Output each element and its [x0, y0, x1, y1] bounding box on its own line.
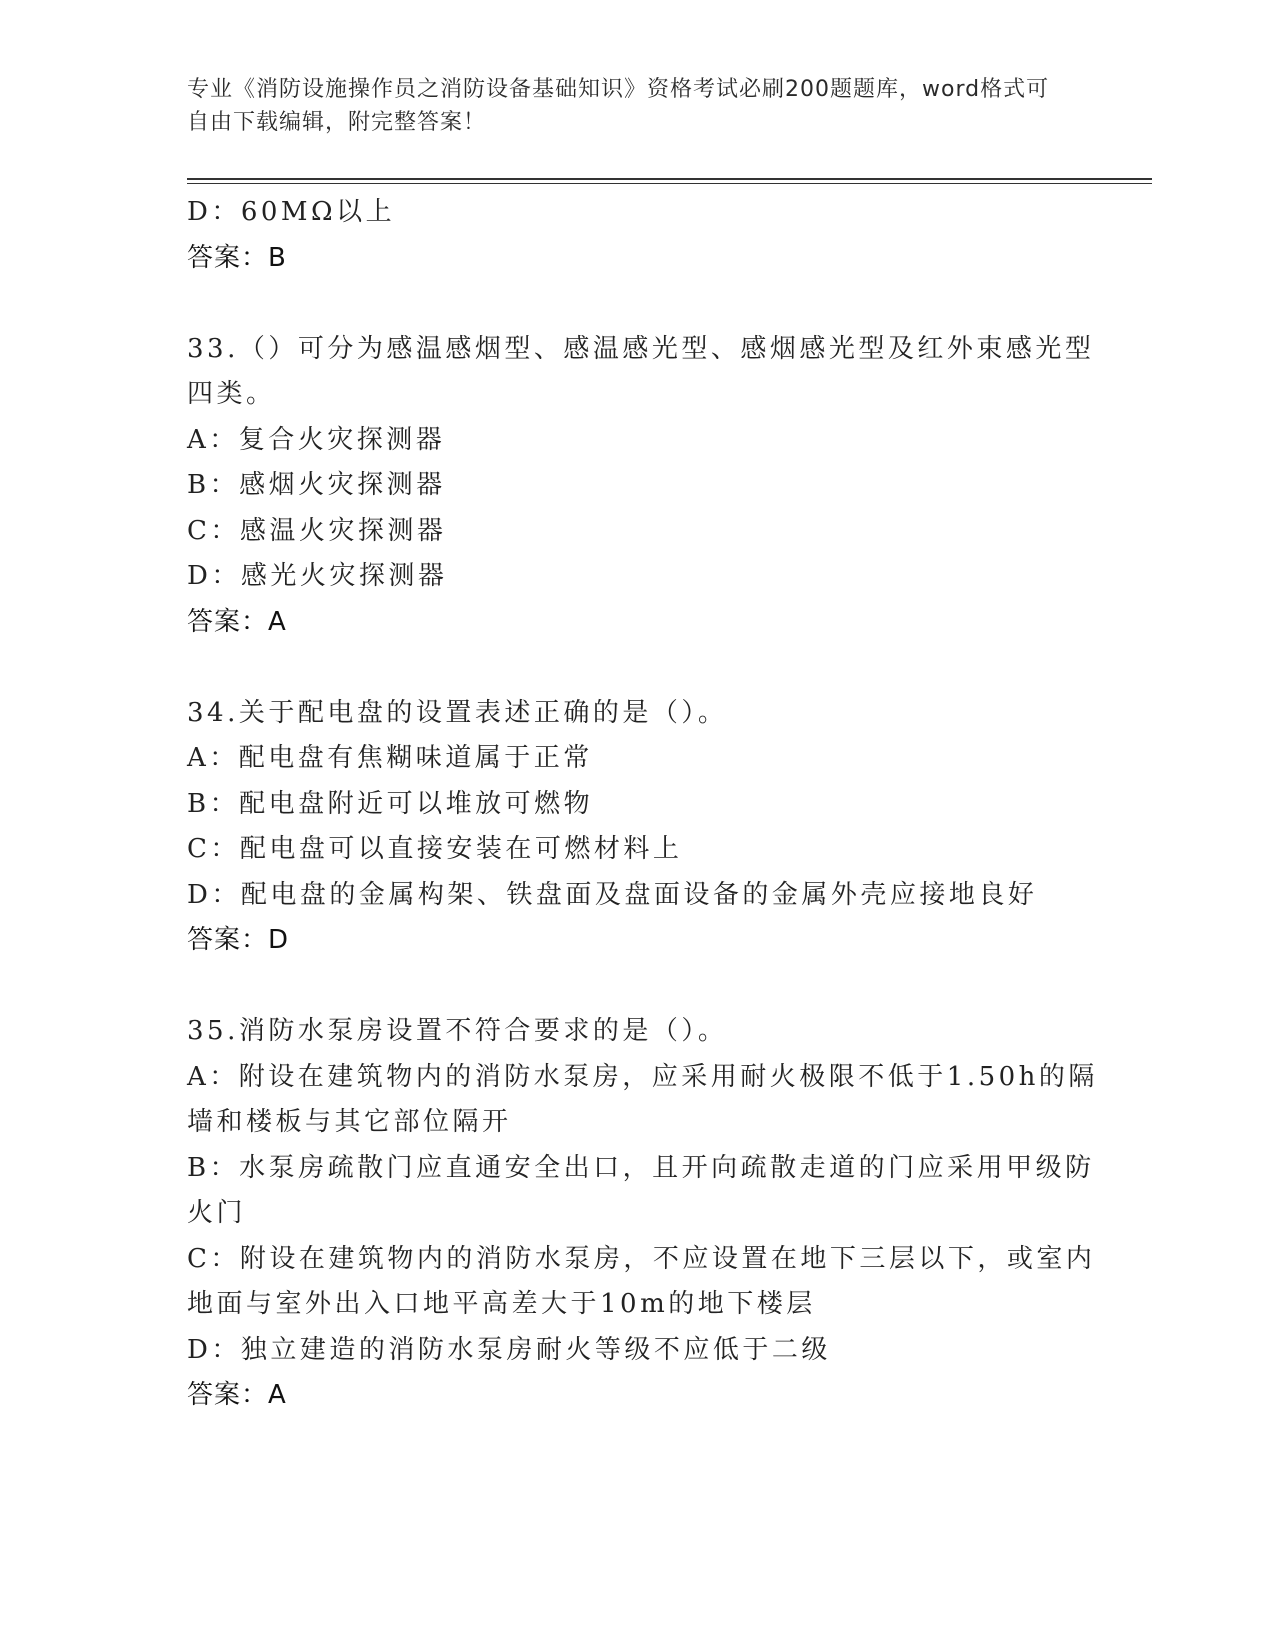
option-d: D：独立建造的消防水泵房耐火等级不应低于二级	[187, 1334, 831, 1365]
header-rule-thick	[187, 178, 1152, 180]
option-a: A：配电盘有焦糊味道属于正常	[187, 743, 593, 773]
prev-option-d: D：60MΩ以上	[187, 197, 396, 227]
header-rule-thin	[187, 183, 1152, 184]
option-b: B：配电盘附近可以堆放可燃物	[187, 788, 594, 819]
question-stem: 33.（）可分为感温感烟型、感温感光型、感烟感光型及红外束感光型	[187, 333, 1095, 364]
option-b: B：水泵房疏散门应直通安全出口，且开向疏散走道的门应采用甲级防	[187, 1152, 1095, 1183]
spacer	[187, 281, 1087, 327]
question-33	[187, 327, 1095, 646]
option-c: C：附设在建筑物内的消防水泵房，不应设置在地下三层以下，或室内	[187, 1243, 1096, 1274]
document-body	[187, 190, 1098, 1419]
question-stem: 35.消防水泵房设置不符合要求的是（）。	[187, 1016, 728, 1046]
option-b-cont: 火门	[187, 1198, 247, 1228]
option-a: A：附设在建筑物内的消防水泵房，应采用耐火极限不低于1.50h的隔	[187, 1061, 1098, 1092]
prev-answer: 答案：B	[187, 242, 287, 273]
option-c: C：配电盘可以直接安装在可燃材料上	[187, 834, 683, 864]
option-a-cont: 墙和楼板与其它部位隔开	[187, 1107, 512, 1137]
answer: 答案：D	[187, 925, 290, 955]
document-header	[187, 73, 1067, 139]
header-text: 专业《消防设施操作员之消防设备基础知识》资格考试必刷200题题库，word格式可自由下载编辑，附完整答案！	[187, 77, 1050, 135]
spacer	[187, 964, 1087, 1010]
option-c: C：感温火灾探测器	[187, 515, 447, 546]
option-a: A：复合火灾探测器	[187, 424, 446, 455]
answer: 答案：A	[187, 606, 287, 637]
answer: 答案：A	[187, 1380, 287, 1410]
question-35	[187, 1009, 1098, 1419]
option-d: D：感光火灾探测器	[187, 561, 448, 591]
question-stem-cont: 四类。	[187, 379, 276, 409]
option-b: B：感烟火灾探测器	[187, 470, 446, 500]
question-stem: 34.关于配电盘的设置表述正确的是（）。	[187, 697, 728, 728]
question-34	[187, 691, 1087, 964]
option-c-cont: 地面与室外出入口地平高差大于10m的地下楼层	[187, 1289, 816, 1319]
spacer	[187, 645, 1087, 691]
option-d: D：配电盘的金属构架、铁盘面及盘面设备的金属外壳应接地良好	[187, 879, 1038, 910]
